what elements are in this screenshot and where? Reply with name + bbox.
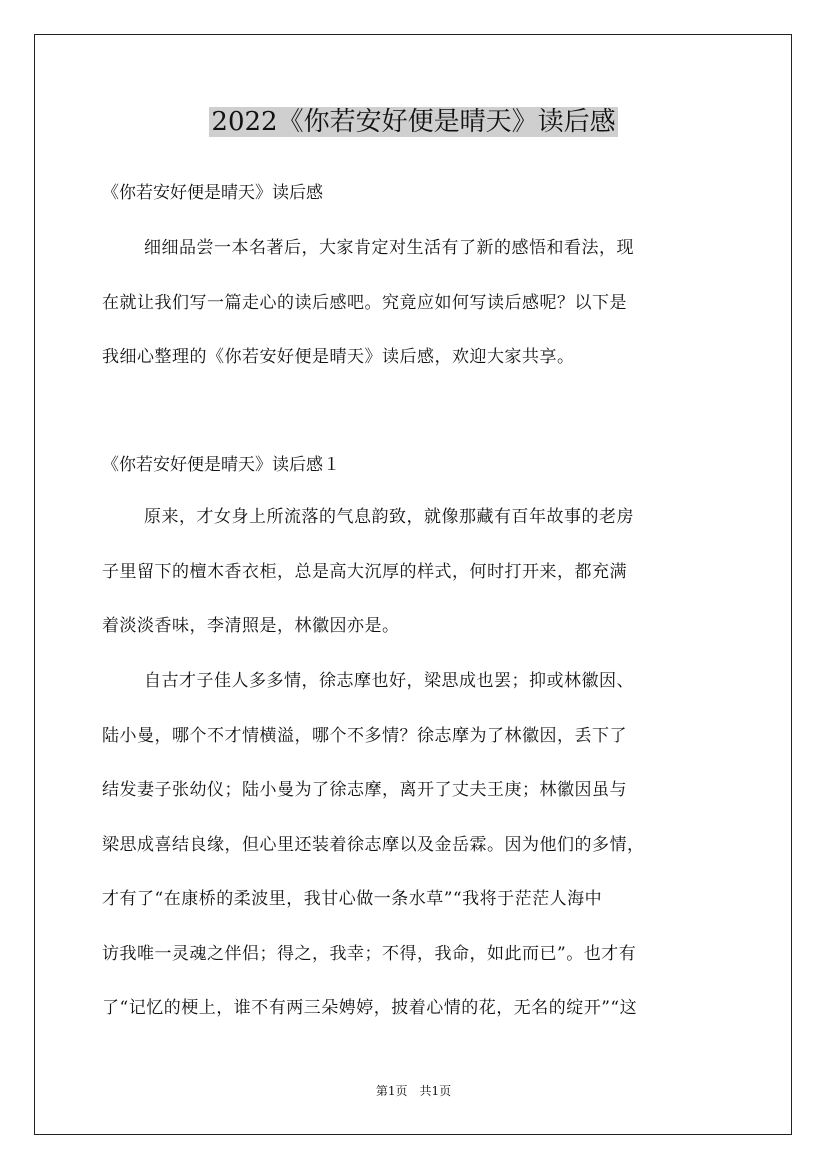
paragraph-line: 自古才子佳人多多情，徐志摩也好，梁思成也罢；抑或林徽因、 [144,671,634,691]
intro-paragraph [102,221,742,385]
paragraph-line: 子里留下的檀木香衣柜，总是高大沉厚的样式，何时打开来，都充满 [102,561,627,582]
document-title-text: 2022《你若安好便是晴天》读后感 [211,107,616,137]
paragraph-line: 访我唯一灵魂之伴侣；得之，我幸；不得，我命，如此而已”。也才有 [102,943,637,964]
subheading-essay-1: 《你若安好便是晴天》读后感１ [102,455,340,475]
paragraph-line: 结发妻子张幼仪；陆小曼为了徐志摩，离开了丈夫王庚；林徽因虽与 [102,780,627,800]
subheading-intro: 《你若安好便是晴天》读后感 [102,183,323,203]
paragraph-line: 着淡淡香味，李清照是，林徽因亦是。 [102,616,400,636]
essay-paragraph-2 [102,654,742,1036]
paragraph-line: 陆小曼，哪个不才情横溢，哪个不多情？徐志摩为了林徽因，丢下了 [102,725,627,746]
essay-paragraph-1 [102,490,742,654]
document-title [0,100,827,144]
paragraph-line: 原来，才女身上所流落的气息韵致，就像那藏有百年故事的老房 [144,507,634,527]
intro-line: 在就让我们写一篇走心的读后感吧。究竟应如何写读后感呢？以下是 [102,292,627,313]
intro-line: 细细品尝一本名著后，大家肯定对生活有了新的感悟和看法，现 [144,238,634,258]
paragraph-line: 了“记忆的梗上，谁不有两三朵娉婷，披着心情的花，无名的绽开”“这 [102,998,638,1018]
intro-line: 我细心整理的《你若安好便是晴天》读后感，欢迎大家共享。 [102,347,575,367]
page-number-footer: 第1页 共1页 [375,1084,452,1098]
paragraph-line: 才有了“在康桥的柔波里，我甘心做一条水草”“我将于茫茫人海中 [102,889,603,909]
paragraph-line: 梁思成喜结良缘，但心里还装着徐志摩以及金岳霖。因为他们的多情， [102,834,645,855]
